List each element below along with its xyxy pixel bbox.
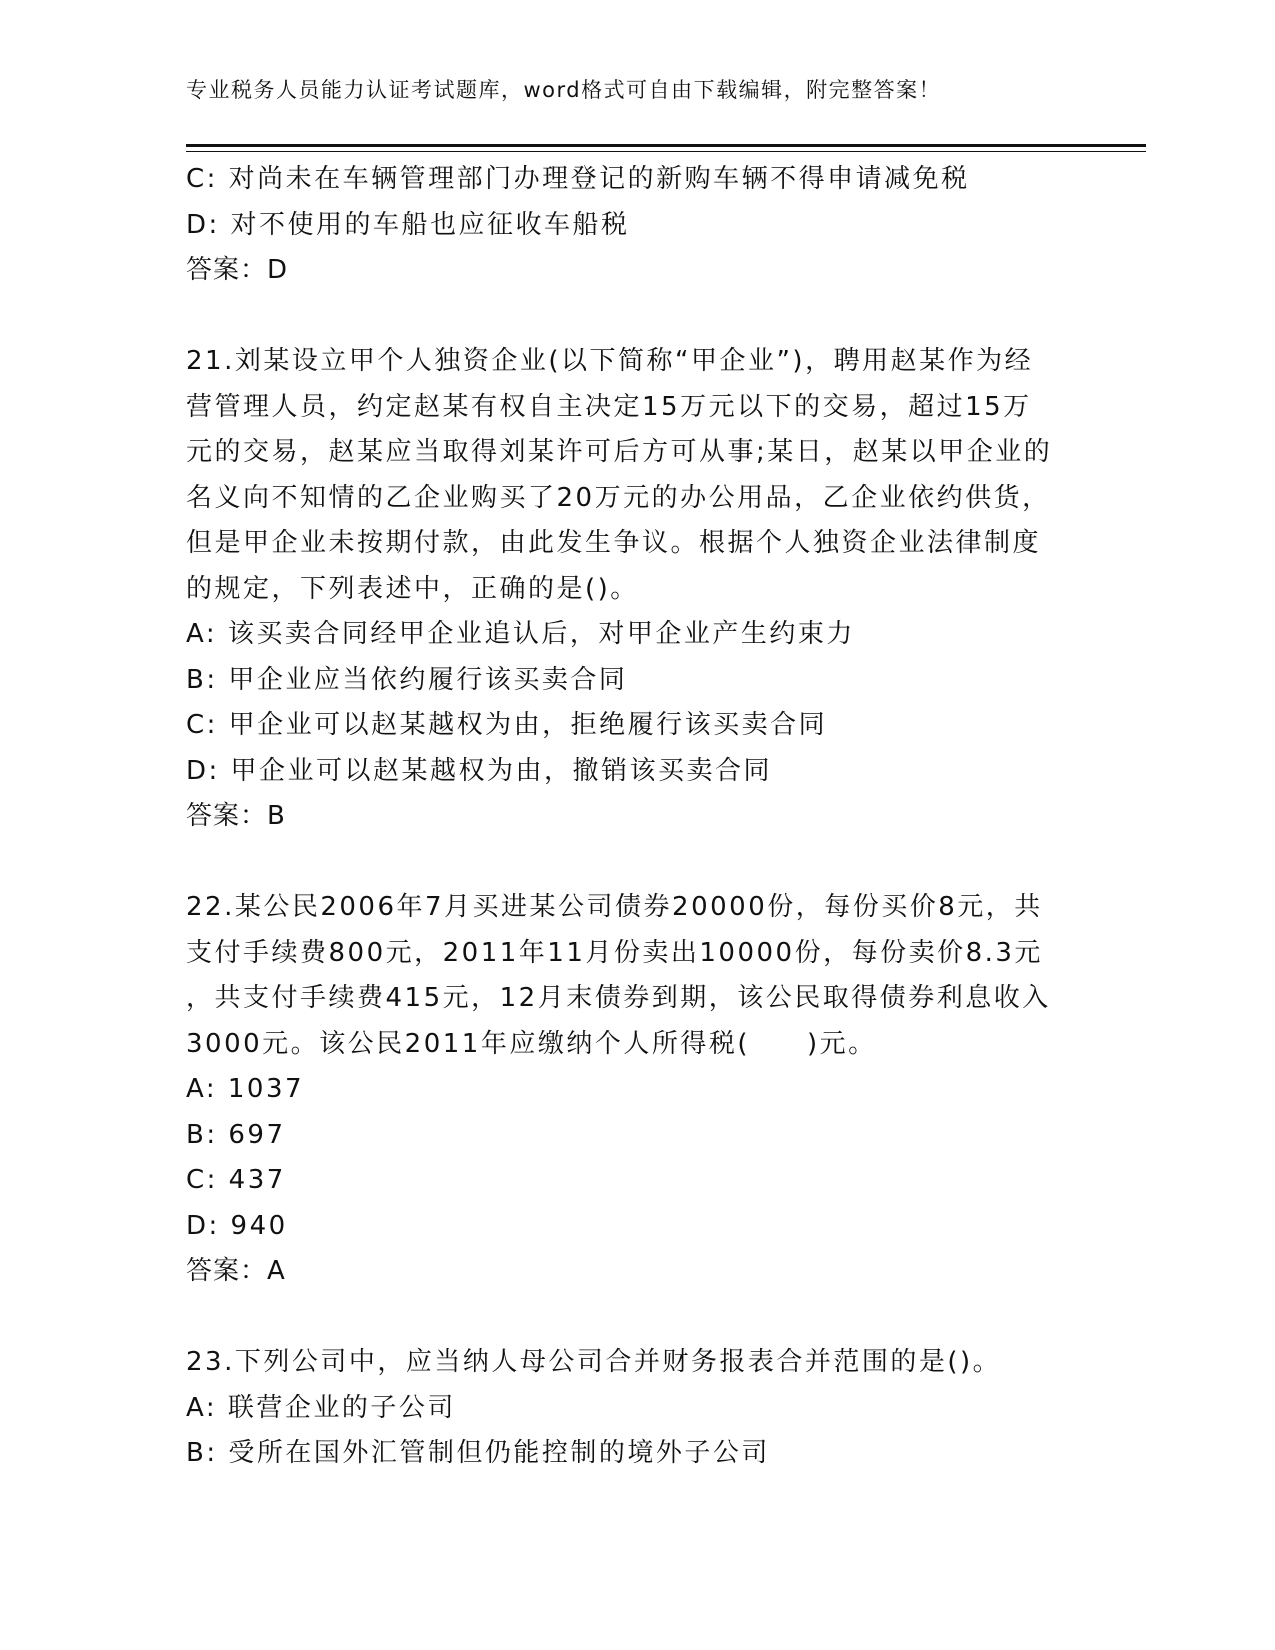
option-b: B: 甲企业应当依约履行该买卖合同 [186,664,628,695]
option-c: C: 对尚未在车辆管理部门办理登记的新购车辆不得申请减免税 [186,164,970,194]
question-21 [186,339,1066,840]
question-20-tail [186,157,1066,294]
page-header: 专业税务人员能力认证考试题库，word格式可自由下载编辑，附完整答案！ [186,78,942,102]
question-text-line: 名义向不知情的乙企业购买了20万元的办公用品，乙企业依约供货， [186,482,1051,513]
question-23 [186,1340,1066,1477]
question-text-line: 3000元。该公民2011年应缴纳个人所得税( )元。 [186,1028,877,1059]
question-text-line: ，共支付手续费415元，12月末债券到期，该公民取得债券利息收入 [186,983,1051,1013]
answer-label: 答案：A [186,1256,286,1286]
question-text-line: 营管理人员，约定赵某有权自主决定15万元以下的交易，超过15万 [186,391,1032,422]
header-rule-thin [186,151,1146,152]
question-text-line: 23.下列公司中，应当纳人母公司合并财务报表合并范围的是()。 [186,1347,1002,1377]
option-b: B: 受所在国外汇管制但仍能控制的境外子公司 [186,1438,770,1468]
question-text-line: 21.刘某设立甲个人独资企业(以下简称“甲企业”)，聘用赵某作为经 [186,346,1034,376]
option-a: A: 1037 [186,1074,305,1104]
option-d: D: 对不使用的车船也应征收车船税 [186,209,630,240]
spacer [186,1295,1066,1341]
header-rule-thick [186,144,1146,147]
question-text-line: 的规定，下列表述中，正确的是()。 [186,573,639,604]
answer-label: 答案：D [186,255,289,285]
answer-label: 答案：B [186,801,286,831]
option-a: A: 联营企业的子公司 [186,1392,456,1423]
option-c: C: 甲企业可以赵某越权为由，拒绝履行该买卖合同 [186,710,828,740]
option-b: B: 697 [186,1119,286,1150]
option-c: C: 437 [186,1165,286,1195]
spacer [186,840,1066,886]
spacer [186,294,1066,340]
question-22 [186,885,1066,1295]
option-d: D: 甲企业可以赵某越权为由，撤销该买卖合同 [186,755,773,786]
question-content [186,157,1066,1477]
option-d: D: 940 [186,1210,288,1241]
question-text-line: 元的交易，赵某应当取得刘某许可后方可从事;某日，赵某以甲企业的 [186,437,1053,467]
question-text-line: 但是甲企业未按期付款，由此发生争议。根据个人独资企业法律制度 [186,528,1042,558]
option-a: A: 该买卖合同经甲企业追认后，对甲企业产生约束力 [186,619,855,649]
question-text-line: 支付手续费800元，2011年11月份卖出10000份，每份卖价8.3元 [186,937,1043,968]
question-text-line: 22.某公民2006年7月买进某公司债券20000份，每份买价8元，共 [186,892,1043,922]
